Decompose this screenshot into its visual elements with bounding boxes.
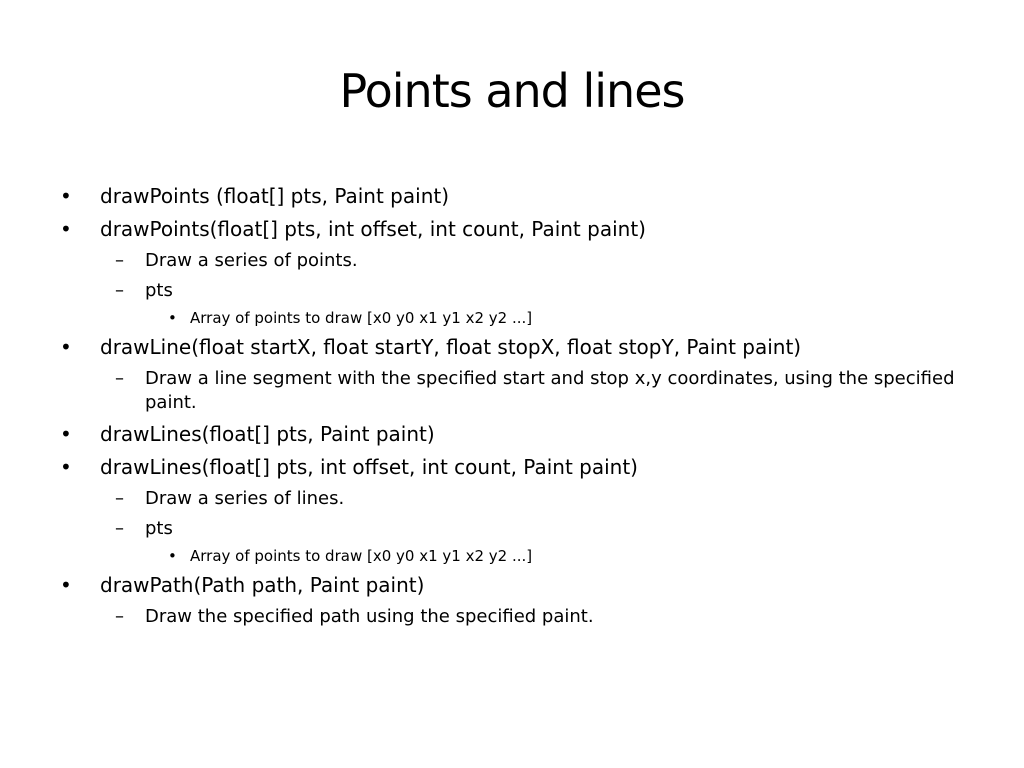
list-item xyxy=(56,213,956,246)
list-item xyxy=(56,514,956,544)
bullet-marker: • xyxy=(60,335,72,359)
list-item xyxy=(56,602,956,632)
dash-marker: – xyxy=(115,488,124,509)
list-item-text: pts xyxy=(145,280,173,301)
list-item xyxy=(56,364,956,418)
bullet-list xyxy=(56,180,956,632)
bullet-marker: • xyxy=(168,547,177,565)
list-item-text: drawLine(float startX, float startY, float stopX, float stopY, Paint paint) xyxy=(100,335,802,359)
list-item xyxy=(56,484,956,514)
dash-marker: – xyxy=(115,250,124,271)
list-item-text: Draw the specified path using the specified paint. xyxy=(145,606,594,627)
bullet-marker: • xyxy=(60,455,72,479)
list-item xyxy=(56,246,956,276)
list-item xyxy=(56,180,956,213)
list-item-text: Draw a series of points. xyxy=(145,250,358,271)
list-item xyxy=(56,451,956,484)
bullet-marker: • xyxy=(60,573,72,597)
bullet-marker: • xyxy=(168,309,177,327)
list-item-text: drawLines(float[] pts, int offset, int count, Paint paint) xyxy=(100,455,638,479)
list-item-text: drawPath(Path path, Paint paint) xyxy=(100,573,425,597)
list-item-text: pts xyxy=(145,518,173,539)
list-item xyxy=(56,331,956,364)
dash-marker: – xyxy=(115,280,124,301)
list-item-text: drawLines(float[] pts, Paint paint) xyxy=(100,422,435,446)
dash-marker: – xyxy=(115,368,124,389)
bullet-marker: • xyxy=(60,184,72,208)
dash-marker: – xyxy=(115,518,124,539)
list-item-text: Array of points to draw [x0 y0 x1 y1 x2 y2 ...] xyxy=(190,547,533,565)
list-item xyxy=(56,276,956,306)
list-item-text: Draw a series of lines. xyxy=(145,488,345,509)
list-item-text: drawPoints (float[] pts, Paint paint) xyxy=(100,184,450,208)
list-item-text: Draw a line segment with the specified start and stop x,y coordinates, using the specified paint. xyxy=(145,368,955,413)
dash-marker: – xyxy=(115,606,124,627)
slide-title: Points and lines xyxy=(339,64,685,118)
list-item-text: Array of points to draw [x0 y0 x1 y1 x2 y2 ...] xyxy=(190,309,533,327)
bullet-marker: • xyxy=(60,217,72,241)
list-item xyxy=(56,418,956,451)
list-item xyxy=(56,306,956,331)
bullet-marker: • xyxy=(60,422,72,446)
list-item xyxy=(56,544,956,569)
list-item xyxy=(56,569,956,602)
list-item-text: drawPoints(float[] pts, int offset, int count, Paint paint) xyxy=(100,217,646,241)
